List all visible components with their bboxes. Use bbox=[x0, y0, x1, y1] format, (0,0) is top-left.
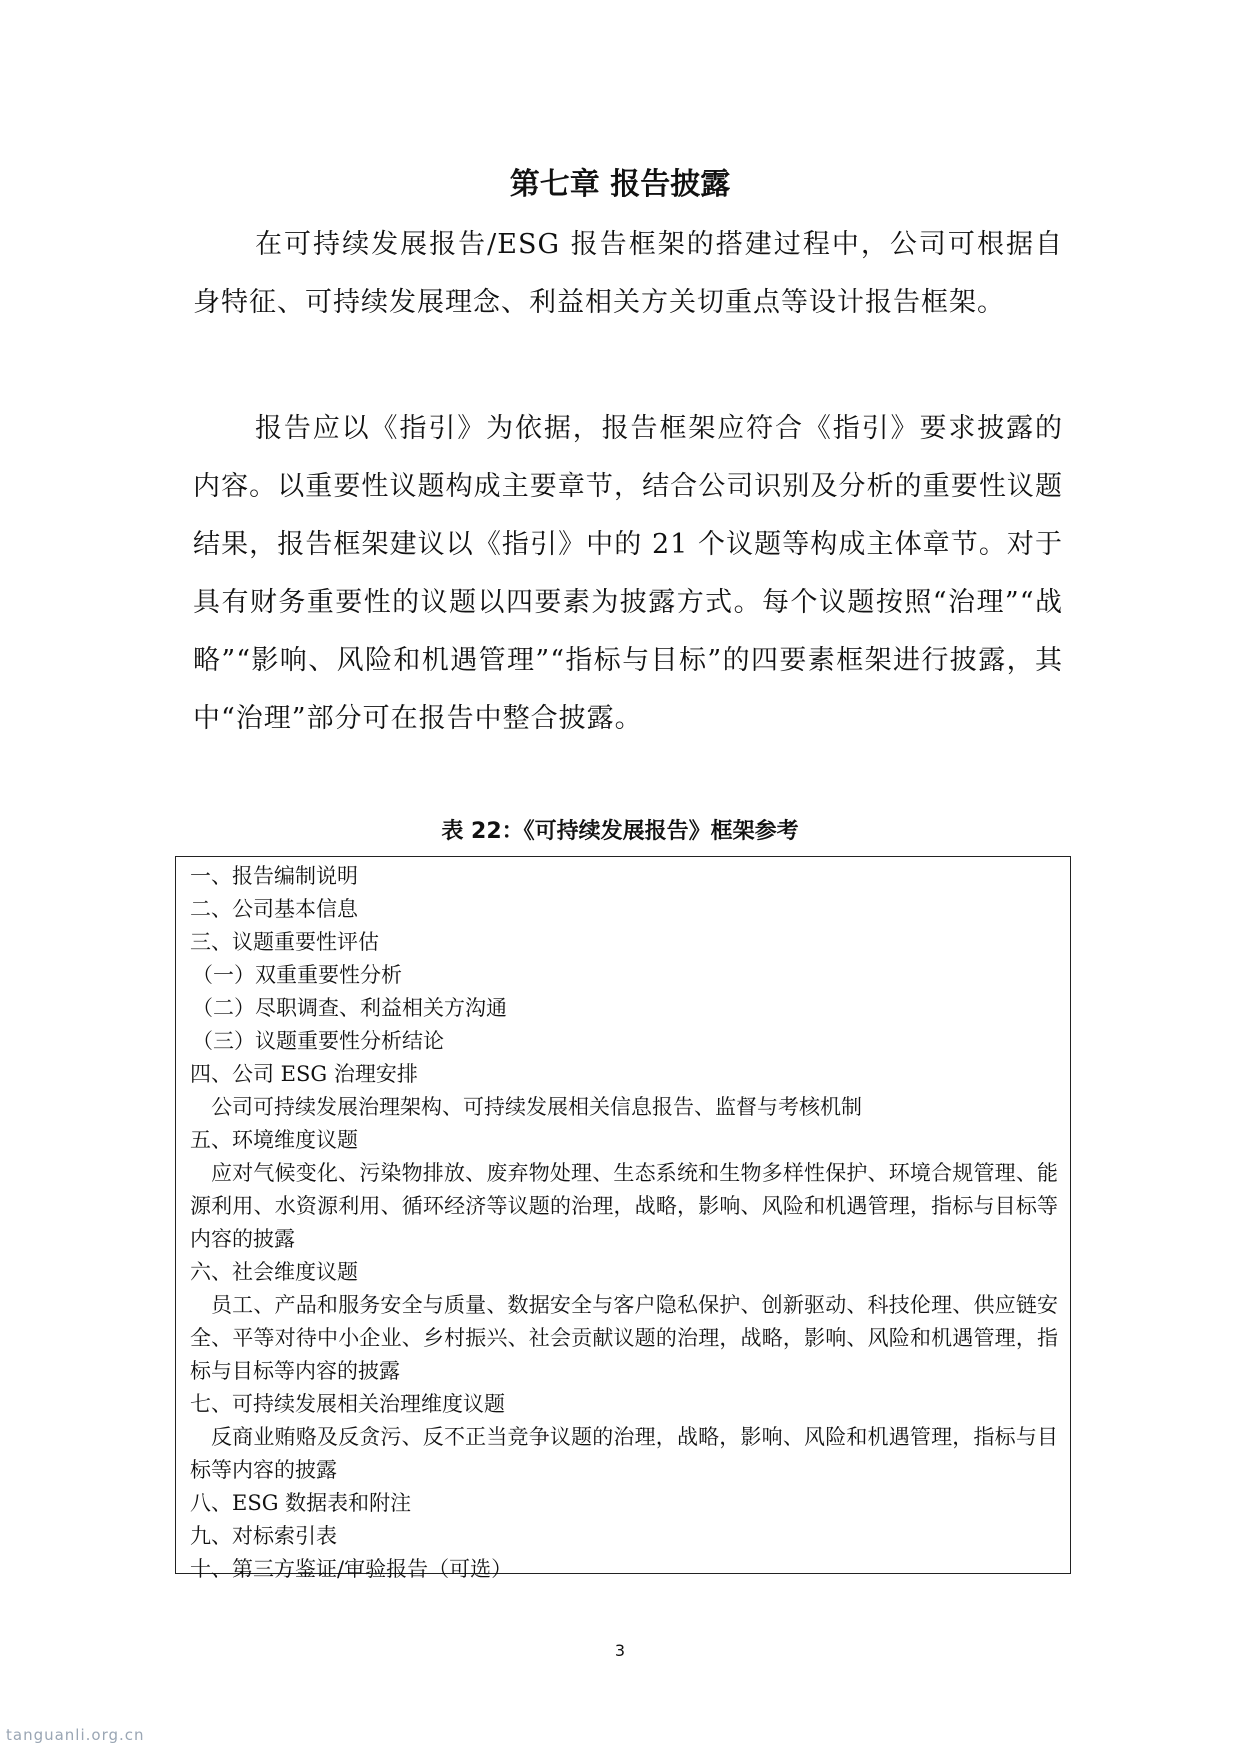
framework-desc-environment: 应对气候变化、污染物排放、废弃物处理、生态系统和生物多样性保护、环境合规管理、能源利用、水资源利用、循环经济等议题的治理，战略，影响、风险和机遇管理，指标与目标等内容的披露 bbox=[190, 1161, 1058, 1251]
framework-item-governance-topics: 七、可持续发展相关治理维度议题 bbox=[190, 1392, 505, 1416]
paragraph-framework-basis: 报告应以《指引》为依据，报告框架应符合《指引》要求披露的内容。以重要性议题构成主要章节，结合公司识别及分析的重要性议题结果，报告框架建议以《指引》中的 21 个议题等构成主体章节。对于具有财务重要性的议题以四要素为披露方式。每个议题按照“治理”“战略”“影响、风险和机遇管理”“指标与目标”的四要素框架进行披露，其中“治理”部分可在报告中整合披露。 bbox=[193, 413, 1063, 734]
framework-subitem-materiality-conclusion: （三）议题重要性分析结论 bbox=[192, 1029, 444, 1053]
framework-desc-social: 员工、产品和服务安全与质量、数据安全与客户隐私保护、创新驱动、科技伦理、供应链安全、平等对待中小企业、乡村振兴、社会贡献议题的治理，战略，影响、风险和机遇管理，指标与目标等内容的披露 bbox=[190, 1293, 1058, 1383]
framework-subitem-double-materiality: （一）双重重要性分析 bbox=[192, 963, 402, 987]
framework-item-social: 六、社会维度议题 bbox=[190, 1260, 358, 1284]
chapter-title: 第七章 报告披露 bbox=[509, 167, 731, 202]
watermark: tanguanli.org.cn bbox=[6, 1726, 145, 1744]
framework-item-index-table: 九、对标索引表 bbox=[190, 1524, 337, 1548]
framework-item-materiality-assessment: 三、议题重要性评估 bbox=[190, 930, 379, 954]
paragraph-framework-design: 在可持续发展报告/ESG 报告框架的搭建过程中，公司可根据自身特征、可持续发展理念、利益相关方关切重点等设计报告框架。 bbox=[193, 229, 1063, 318]
framework-desc-governance-topics: 反商业贿赂及反贪污、反不正当竞争议题的治理，战略，影响、风险和机遇管理，指标与目标等内容的披露 bbox=[190, 1425, 1058, 1482]
page-number: 3 bbox=[614, 1641, 626, 1660]
framework-item-esg-governance: 四、公司 ESG 治理安排 bbox=[190, 1062, 418, 1086]
framework-item-report-description: 一、报告编制说明 bbox=[190, 864, 358, 888]
framework-item-esg-data: 八、ESG 数据表和附注 bbox=[190, 1491, 412, 1515]
framework-table bbox=[175, 856, 1071, 1581]
framework-desc-esg-governance: 公司可持续发展治理架构、可持续发展相关信息报告、监督与考核机制 bbox=[211, 1095, 862, 1119]
framework-subitem-due-diligence: （二）尽职调查、利益相关方沟通 bbox=[192, 996, 507, 1020]
framework-item-assurance-report: 十、第三方鉴证/审验报告（可选） bbox=[190, 1557, 513, 1581]
table-caption: 表 22：《可持续发展报告》框架参考 bbox=[441, 819, 799, 844]
framework-item-company-info: 二、公司基本信息 bbox=[190, 897, 358, 921]
framework-item-environment: 五、环境维度议题 bbox=[190, 1128, 358, 1152]
